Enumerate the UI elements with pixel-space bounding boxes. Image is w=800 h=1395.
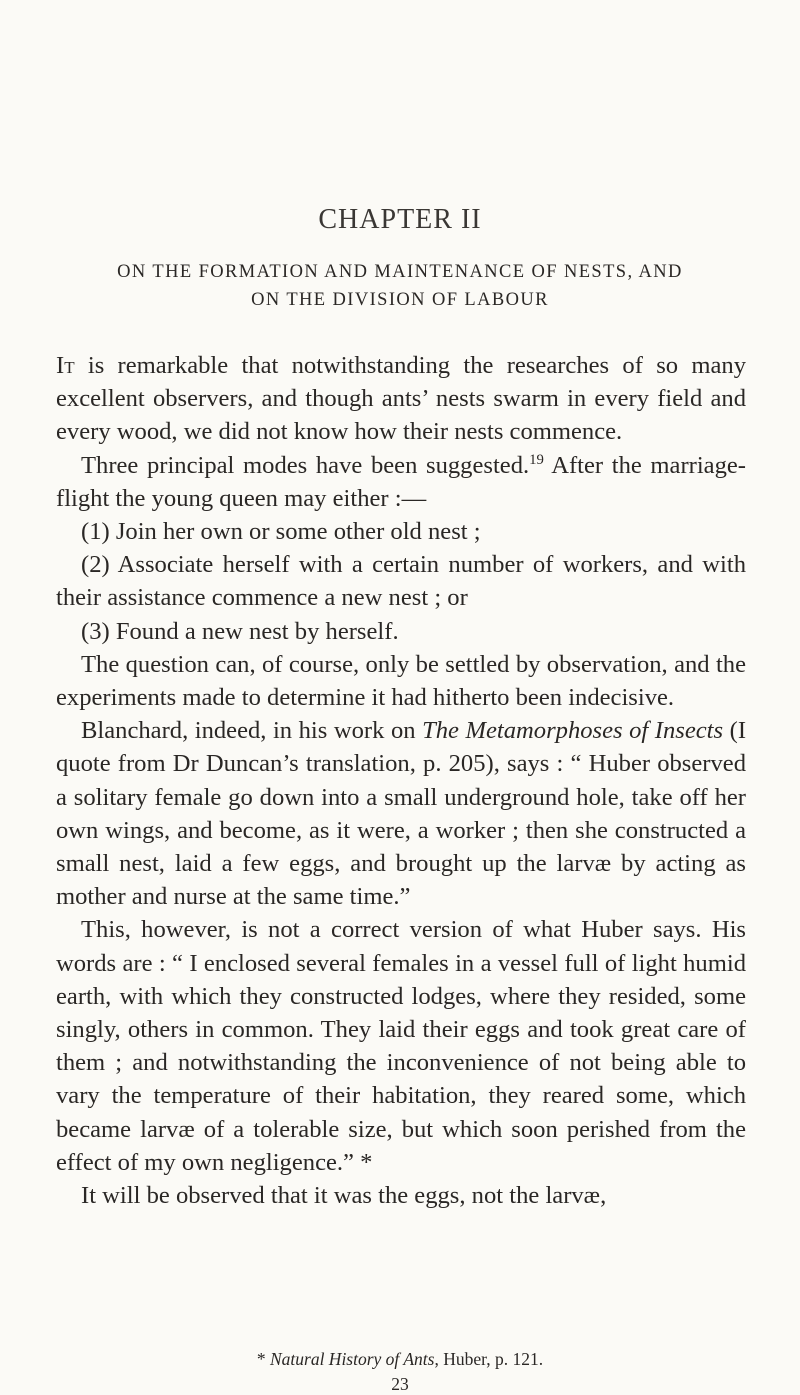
paragraph-7 xyxy=(56,714,746,913)
paragraph-9: It will be observed that it was the eggs, not the larvæ, xyxy=(81,1182,607,1210)
paragraph-2-text: Three principal modes have been suggested. xyxy=(81,451,530,479)
subtitle-line-2: ON THE DIVISION OF LABOUR xyxy=(251,290,549,310)
paragraph-3: (1) Join her own or some other old nest ; xyxy=(81,518,481,546)
paragraph-7-after: (I quote from Dr Duncan’s translation, p. 205), says : “ Huber observed a solitary female go down into a small underground hole, take off her own wings, and become, as it were, a worker ; then she constructed a small nest, laid a few eggs, and brought up the larvæ by acting as mother and nurse at the same time.” xyxy=(56,717,747,911)
paragraph-4: (2) Associate herself with a certain number of workers, and with their assistance commence a new nest ; or xyxy=(56,551,746,612)
paragraph-8: This, however, is not a correct version of what Huber says. His words are : “ I enclosed several females in a vessel full of light humid earth, with which they constructed lodges, where they resided, some singly, others in common. They laid their eggs and took great care of them ; and notwithstanding the inconvenience of not being able to vary the temperature of their habitation, they reared some, which became larvæ of a tolerable size, but which soon perished from the effect of my own negligence.” * xyxy=(56,916,746,1176)
paragraph-2-text-cont: After the marriage-flight the young queen may either :— xyxy=(56,451,746,512)
footnote-reference: 19 xyxy=(529,451,544,468)
paragraph-1 xyxy=(56,349,746,449)
paragraph-7-before: Blanchard, indeed, in his work on xyxy=(81,717,423,745)
drop-cap-word: It xyxy=(56,352,75,379)
book-title-italic: The Metamorphoses of Insects xyxy=(422,717,724,745)
paragraph-5: (3) Found a new nest by herself. xyxy=(81,617,399,645)
footnote-marker: * xyxy=(256,1349,270,1369)
paragraph-2 xyxy=(56,449,746,515)
body-text xyxy=(56,349,746,1212)
page-number: 23 xyxy=(391,1374,409,1394)
footnote-title: Natural History of Ants xyxy=(269,1349,435,1369)
paragraph-1-text: is remarkable that notwithstanding the researches of so many excellent observers, and though ants’ nests swarm in every field and every wood, we did not know how their nests commence. xyxy=(56,352,746,446)
chapter-subtitle xyxy=(0,258,800,314)
footnote-rest: , Huber, p. 121. xyxy=(434,1349,544,1369)
chapter-title: CHAPTER II xyxy=(318,204,482,235)
paragraph-6: The question can, of course, only be settled by observation, and the experiments made to determine it had hitherto been indecisive. xyxy=(56,650,746,712)
footnote xyxy=(0,1348,800,1370)
subtitle-line-1: ON THE FORMATION AND MAINTENANCE OF NESTS, AND xyxy=(117,262,683,282)
